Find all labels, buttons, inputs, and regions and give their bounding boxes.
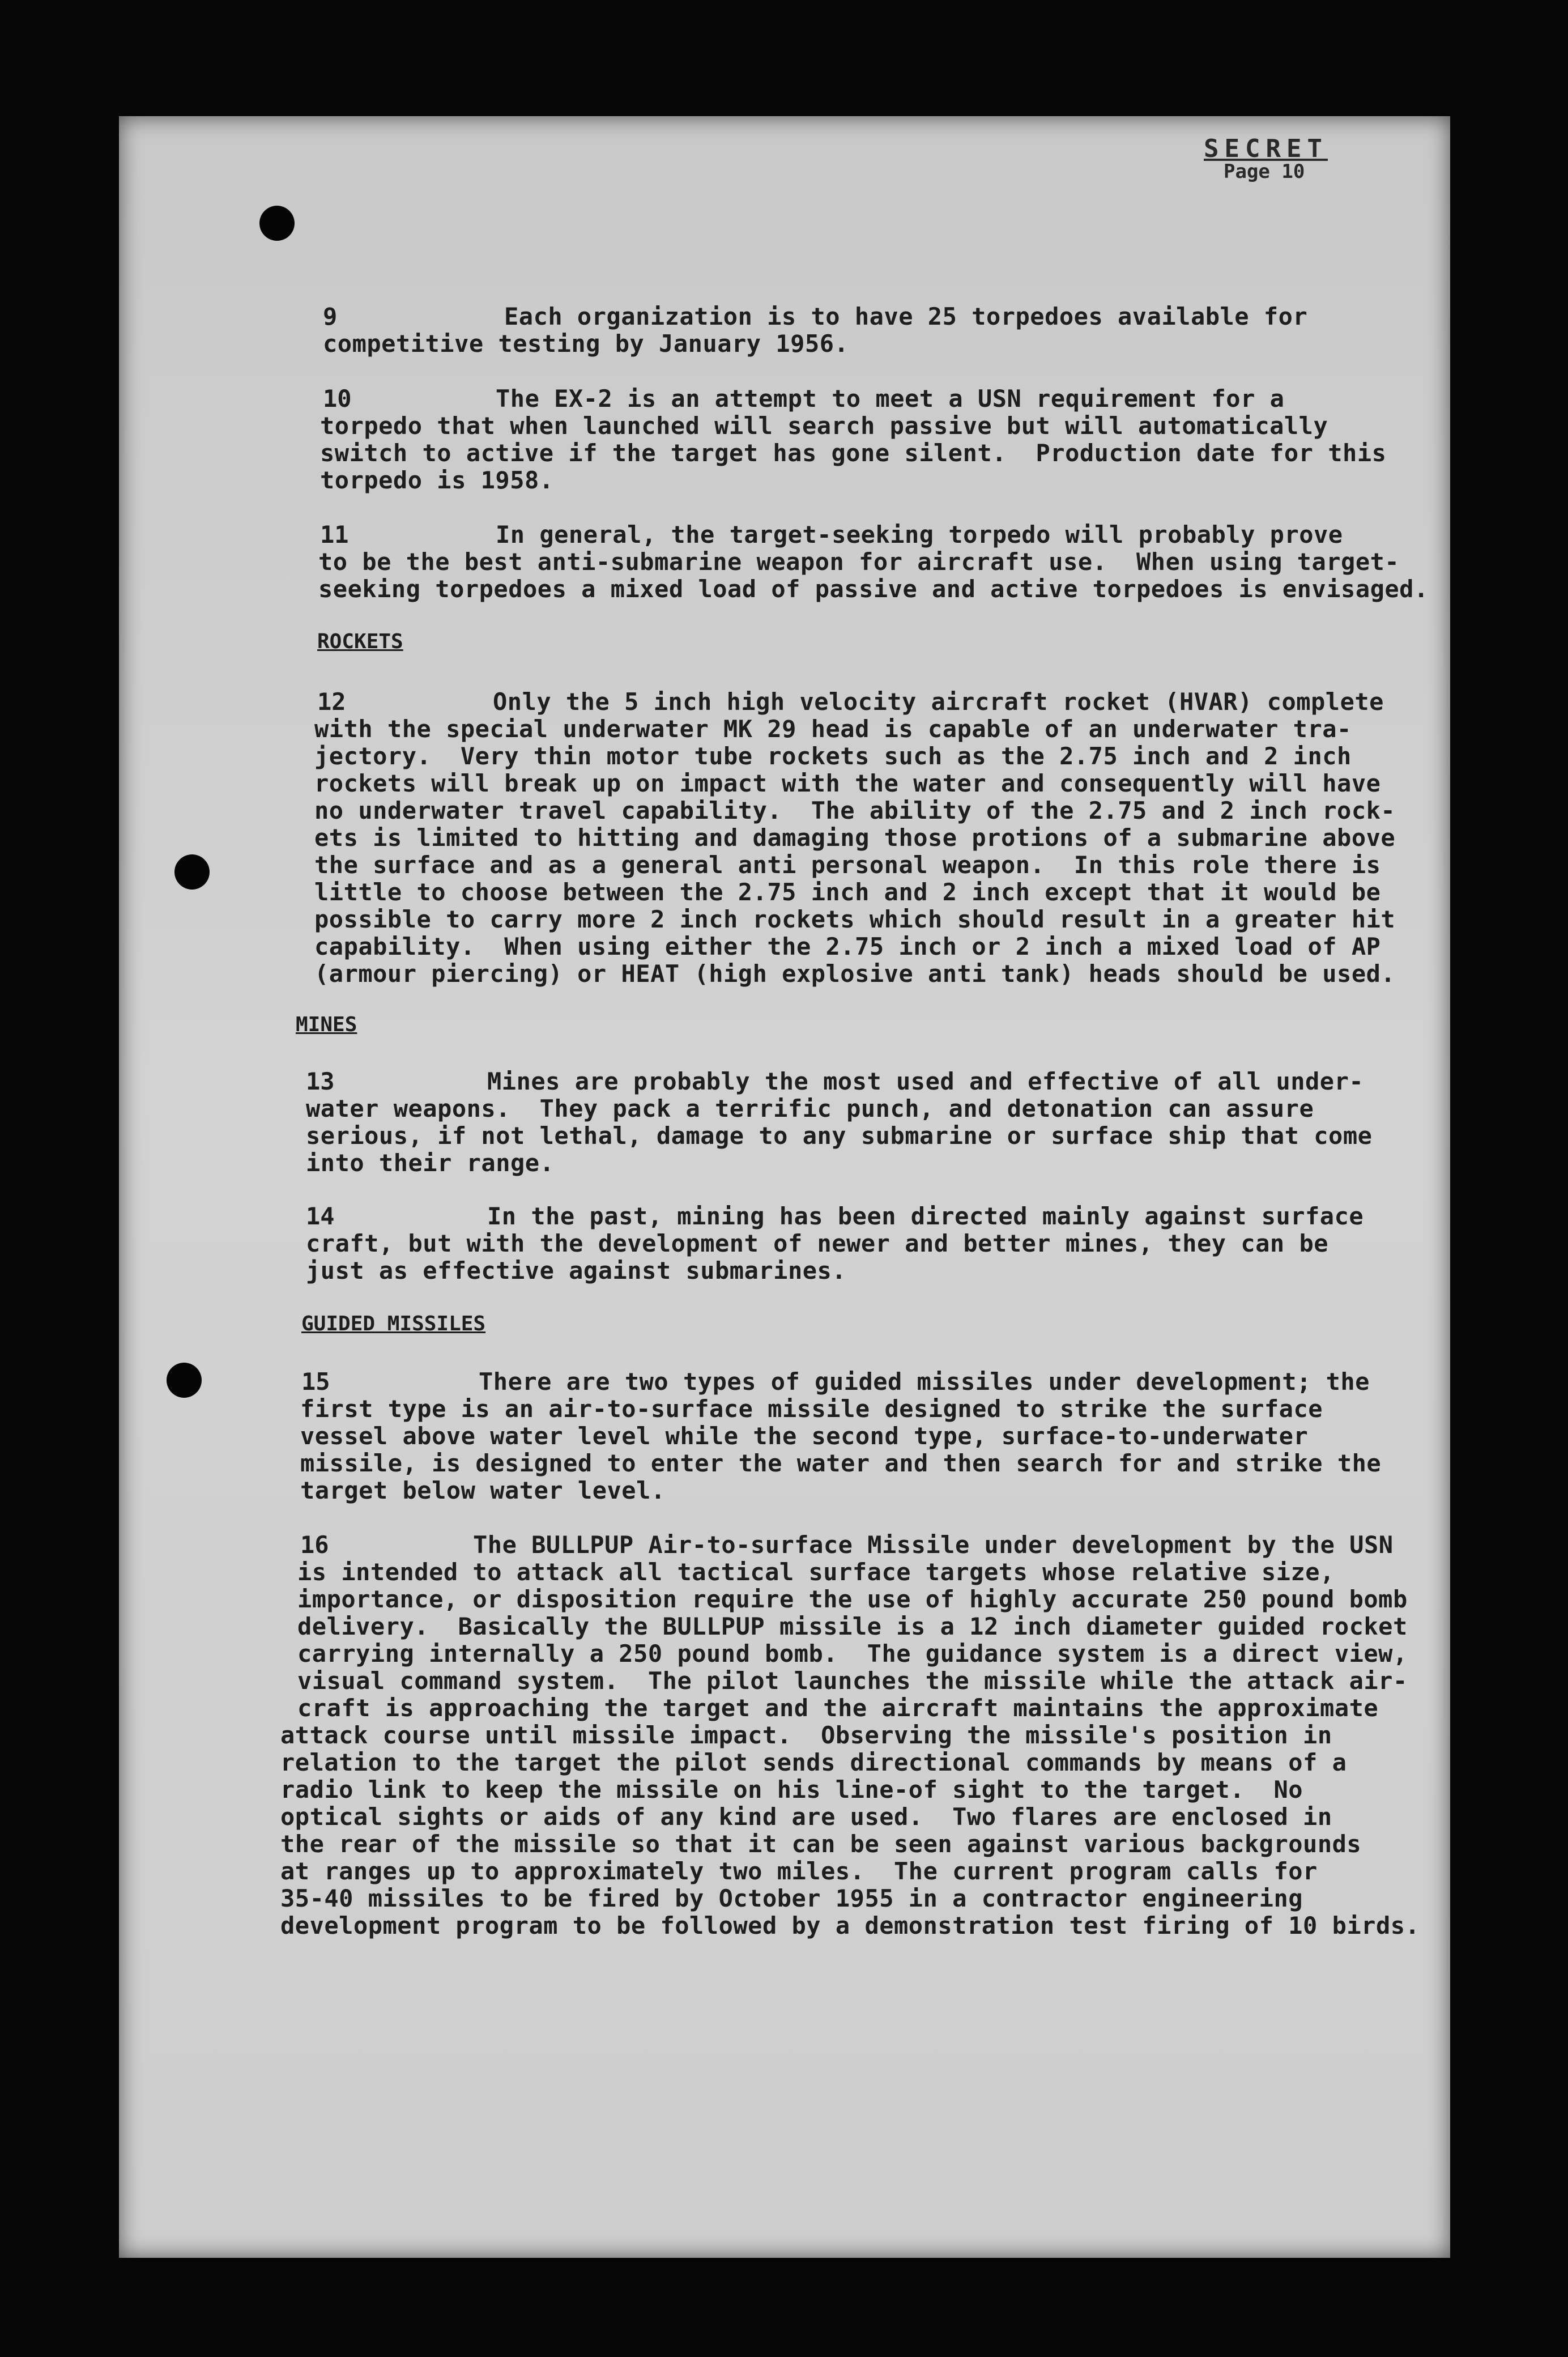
- paragraph-line: craft is approaching the target and the aircraft maintains the approximate: [297, 1694, 1379, 1722]
- paragraph-line: 35-40 missiles to be fired by October 1955 in a contractor engineering: [280, 1884, 1303, 1912]
- classification-marking: SECRET: [1204, 134, 1328, 163]
- paragraph-line: with the special underwater MK 29 head is capable of an underwater tra-: [314, 715, 1352, 743]
- paragraph-line: possible to carry more 2 inch rockets which should result in a greater hit: [314, 905, 1396, 933]
- paragraph-number: 12: [317, 688, 346, 716]
- paragraph-line: seeking torpedoes a mixed load of passive and active torpedoes is envisaged.: [318, 575, 1429, 603]
- paragraph-line: development program to be followed by a demonstration test firing of 10 birds.: [280, 1912, 1420, 1939]
- paragraph-line: The EX-2 is an attempt to meet a USN requirement for a: [496, 385, 1285, 412]
- paragraph-line: attack course until missile impact. Observing the missile's position in: [280, 1721, 1332, 1749]
- paragraph-line: Each organization is to have 25 torpedoes available for: [504, 303, 1308, 330]
- paragraph-line: (armour piercing) or HEAT (high explosive anti tank) heads should be used.: [314, 960, 1396, 988]
- paragraph-line: serious, if not lethal, damage to any submarine or surface ship that come: [306, 1122, 1373, 1150]
- paragraph-line: optical sights or aids of any kind are used. Two flares are enclosed in: [280, 1803, 1332, 1831]
- paragraph-line: to be the best anti-submarine weapon for aircraft use. When using target-: [318, 548, 1400, 576]
- paragraph-line: Mines are probably the most used and effective of all under-: [487, 1067, 1364, 1095]
- paragraph-line: just as effective against submarines.: [306, 1257, 847, 1284]
- paragraph-line: into their range.: [306, 1149, 555, 1177]
- paragraph-line: vessel above water level while the second type, surface-to-underwater: [300, 1422, 1309, 1450]
- paragraph-line: the surface and as a general anti personal weapon. In this role there is: [314, 851, 1381, 879]
- paragraph-line: visual command system. The pilot launches the missile while the attack air-: [297, 1667, 1408, 1695]
- paragraph-number: 11: [320, 521, 349, 548]
- paragraph-line: In general, the target-seeking torpedo will probably prove: [496, 521, 1343, 548]
- paragraph-line: missile, is designed to enter the water and then search for and strike the: [300, 1449, 1382, 1477]
- paragraph-line: craft, but with the development of newer and better mines, they can be: [306, 1229, 1329, 1257]
- paragraph-number: 9: [323, 303, 338, 330]
- paragraph-line: little to choose between the 2.75 inch and 2 inch except that it would be: [314, 878, 1381, 906]
- paragraph-line: first type is an air-to-surface missile designed to strike the surface: [300, 1395, 1323, 1423]
- paragraph-line: torpedo is 1958.: [320, 466, 554, 494]
- paragraph-line: The BULLPUP Air-to-surface Missile under development by the USN: [473, 1531, 1394, 1559]
- paragraph-number: 10: [323, 385, 352, 412]
- paragraph-line: In the past, mining has been directed mainly against surface: [487, 1202, 1364, 1230]
- paragraph-line: importance, or disposition require the use of highly accurate 250 pound bomb: [297, 1585, 1408, 1613]
- paragraph-line: Only the 5 inch high velocity aircraft rocket (HVAR) complete: [493, 688, 1384, 716]
- paragraph-line: jectory. Very thin motor tube rockets such as the 2.75 inch and 2 inch: [314, 742, 1352, 770]
- paragraph-line: radio link to keep the missile on his line-of sight to the target. No: [280, 1776, 1303, 1803]
- paragraph-line: torpedo that when launched will search passive but will automatically: [320, 412, 1328, 440]
- section-heading-mines: MINES: [296, 1013, 357, 1036]
- paragraph-line: carrying internally a 250 pound bomb. The guidance system is a direct view,: [297, 1640, 1408, 1667]
- paragraph-number: 14: [306, 1202, 335, 1230]
- paragraph-line: delivery. Basically the BULLPUP missile is a 12 inch diameter guided rocket: [297, 1613, 1408, 1640]
- punch-hole: [167, 1363, 202, 1398]
- paragraph-line: rockets will break up on impact with the water and consequently will have: [314, 769, 1381, 797]
- document-page: [119, 116, 1450, 2258]
- paragraph-line: competitive testing by January 1956.: [323, 330, 849, 358]
- paragraph-line: is intended to attack all tactical surface targets whose relative size,: [297, 1558, 1335, 1586]
- paragraph-line: no underwater travel capability. The ability of the 2.75 and 2 inch rock-: [314, 797, 1396, 824]
- paragraph-line: There are two types of guided missiles under development; the: [479, 1368, 1370, 1396]
- paragraph-line: capability. When using either the 2.75 inch or 2 inch a mixed load of AP: [314, 933, 1381, 960]
- section-heading-guided-missiles: GUIDED MISSILES: [301, 1312, 486, 1335]
- paragraph-line: switch to active if the target has gone silent. Production date for this: [320, 439, 1387, 467]
- paragraph-number: 13: [306, 1067, 335, 1095]
- punch-hole: [259, 206, 295, 241]
- page-number: Page 10: [1224, 160, 1305, 183]
- paragraph-line: at ranges up to approximately two miles. The current program calls for: [280, 1857, 1318, 1885]
- paragraph-line: target below water level.: [300, 1477, 666, 1504]
- paragraph-line: the rear of the missile so that it can be seen against various backgrounds: [280, 1830, 1362, 1858]
- paragraph-line: relation to the target the pilot sends directional commands by means of a: [280, 1748, 1347, 1776]
- paragraph-line: ets is limited to hitting and damaging those protions of a submarine above: [314, 824, 1396, 852]
- section-heading-rockets: ROCKETS: [317, 630, 403, 653]
- punch-hole: [174, 854, 210, 890]
- paragraph-line: water weapons. They pack a terrific punch, and detonation can assure: [306, 1095, 1314, 1122]
- paragraph-number: 16: [300, 1531, 329, 1559]
- paragraph-number: 15: [301, 1368, 330, 1396]
